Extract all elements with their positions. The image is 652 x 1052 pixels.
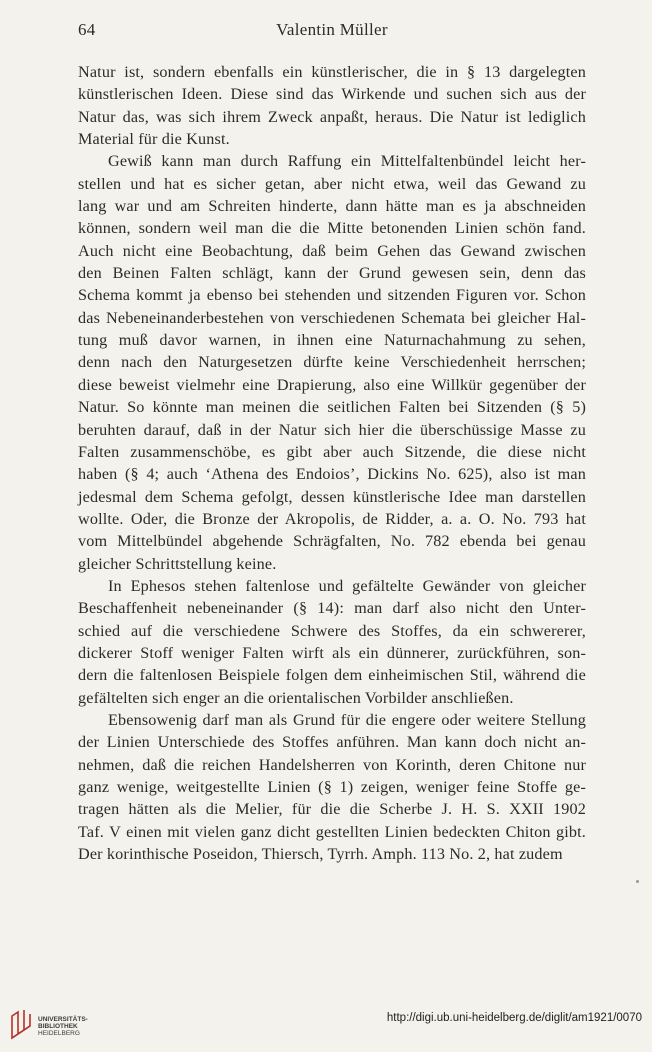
text-line: Material für die Kunst. [78,130,230,149]
text-line: denn nach den Naturgesetzen dürfte keine Verschiedenheit herrschen; [78,353,586,372]
text-line: tung muß davor warnen, in ihnen eine Naturnachahmung zu sehen, [78,331,586,350]
logo-text [38,1016,88,1037]
text-line: Schema kommt ja ebenso bei stehenden und sitzenden Figuren vor. Schon [78,286,586,305]
logo-text-line: BIBLIOTHEK [38,1023,78,1030]
text-line: In Ephesos stehen faltenlose und gefältelte Gewänder von gleicher [108,576,586,595]
text-line: haben (§ 4; auch ‘Athena des Endoios’, Dickins No. 625), also ist man [78,465,586,484]
text-line: dern die faltenlosen Beispiele folgen dem einheimischen Stil, während die [78,666,586,685]
permalink-url[interactable]: http://digi.ub.uni-heidelberg.de/diglit/am1921/0070 [386,1012,642,1024]
text-line: schied auf die verschiedene Schwere des Stoffes, da ein schwererer, [78,621,586,640]
text-line: Der korinthische Poseidon, Thiersch, Tyrrh. Amph. 113 No. 2, hat zudem [78,845,563,864]
page-number: 64 [78,20,96,39]
running-header [78,20,586,46]
text-line: tragen hätten als die Melier, für die die Scherbe J. H. S. XXII 1902 [78,800,586,819]
text-line: nehmen, daß die reichen Handelsherren von Korinth, deren Chitone nur [78,755,586,774]
logo-text-line: UNIVERSITÄTS- [38,1016,88,1023]
running-title: Valentin Müller [276,20,388,39]
text-line: diese beweist vielmehr eine Drapierung, also eine Willkür gegenüber der [78,375,586,394]
text-line: der Linien Unterschiede des Stoffes anführen. Man kann doch nicht an- [78,733,586,752]
text-line: Taf. V einen mit vielen ganz dicht gestellten Linien bedeckten Chiton gibt. [78,822,586,841]
text-line: ganz wenige, weitgestellte Linien (§ 1) zeigen, weniger feine Stoffe ge- [78,778,586,796]
text-line: Gewiß kann man durch Raffung ein Mittelfaltenbündel leicht her- [108,152,586,171]
text-line: beruhten darauf, daß in der Natur sich hier die überschüssige Masse zu [78,420,586,439]
library-logo-icon [10,1010,34,1040]
text-line: Auch nicht eine Beobachtung, daß beim Gehen das Gewand zwischen [78,241,586,260]
text-line: jedesmal dem Schema gefolgt, dessen künstlerische Idee man darstellen [78,487,586,506]
scan-speck [636,880,639,883]
text-line: können, sondern weil man die die Mitte betonenden Linien schön fand. [78,219,586,238]
text-line: wollte. Oder, die Bronze der Akropolis, de Ridder, a. a. O. No. 793 hat [78,509,586,528]
text-line: stellen und hat es sicher getan, aber nicht etwa, weil das Gewand zu [78,174,586,193]
text-line: den Beinen Falten schlägt, kann der Grund gewesen sein, denn das [78,264,586,283]
logo-text-line: HEIDELBERG [38,1030,80,1037]
text-line: Natur das, was sich ihrem Zweck anpaßt, heraus. Die Natur ist lediglich [78,107,586,126]
library-logo [10,1010,110,1042]
text-line: gleicher Schrittstellung keine. [78,554,277,573]
text-line: künstlerischen Ideen. Diese sind das Wirkende und suchen sich aus der [78,85,586,104]
text-line: Beschaffenheit nebeneinander (§ 14): man darf also nicht den Unter- [78,599,586,618]
body-text [78,61,586,865]
text-line: dickerer Stoff weniger Falten wirft als ein dünnerer, zurückführen, son- [78,643,586,662]
text-line: das Nebeneinanderbestehen von verschiedenen Schemata bei gleicher Hal- [78,308,586,327]
text-line: Ebensowenig darf man als Grund für die engere oder weitere Stellung [108,710,586,729]
text-line: Falten zusammenschöbe, es gibt aber auch Sitzende, die diese nicht [78,442,586,461]
text-line: vom Mittelbündel abgehende Schrägfalten, No. 782 ebenda bei genau [78,532,586,551]
text-line: gefältelten sich enger an die orientalischen Vorbilder anschließen. [78,688,514,707]
text-line: lang war und am Schreiten hinderte, dann hätte man es ja abschneiden [78,197,586,216]
text-line: Natur ist, sondern ebenfalls ein künstlerischer, die in § 13 dargelegten [78,63,586,81]
text-line: Natur. So könnte man meinen die seitlichen Falten bei Sitzenden (§ 5) [78,398,586,417]
